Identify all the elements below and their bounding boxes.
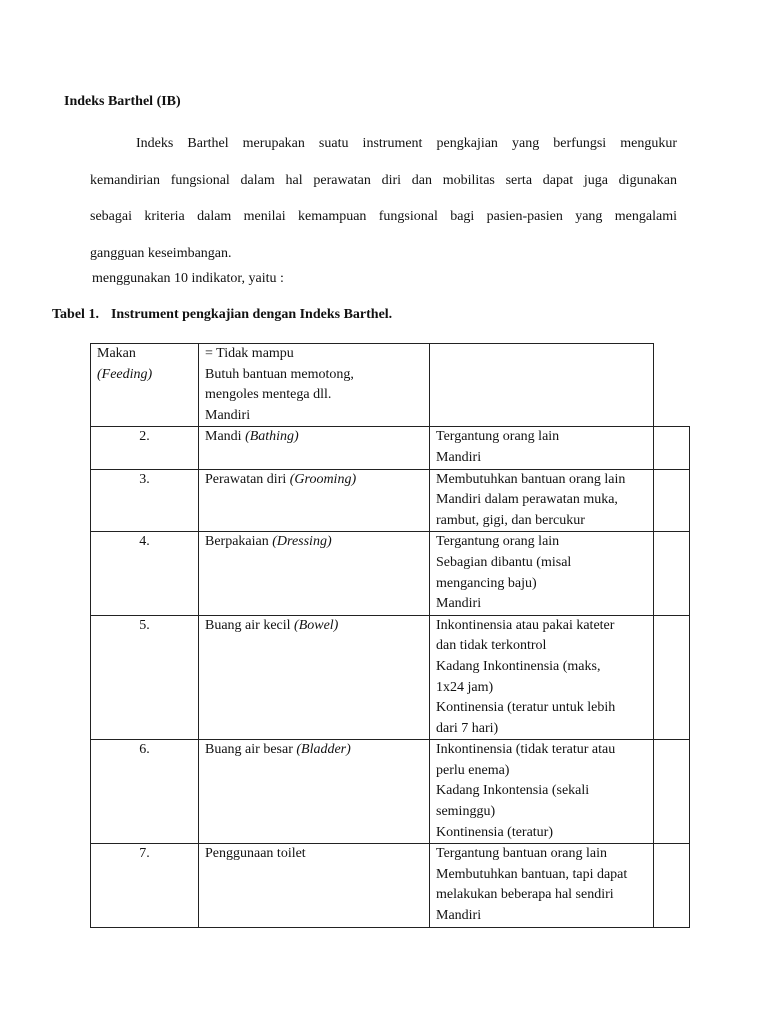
criteria-line: seminggu) [436,804,496,820]
activity-cell [199,844,430,927]
feeding-label: Makan [97,346,136,361]
criteria-line: Kadang Inkontinensia (maks, [436,658,601,674]
criteria-line: Tergantung orang lain [436,534,560,550]
activity-cell [199,469,430,532]
table-caption-title: Instrument pengkajian dengan Indeks Barthel. [110,307,393,322]
activity-label: Buang air besar [205,742,297,758]
criteria-line: Inkontinensia atau pakai kateter [436,617,615,633]
intro-paragraph [90,126,677,272]
feeding-criteria-line: Mandiri [205,407,251,423]
score-cell [654,469,690,532]
criteria-line: Inkontinensia (tidak teratur atau [436,742,616,758]
feeding-label-cell [91,344,199,427]
criteria-line: Kontinensia (teratur) [436,824,554,840]
criteria-line: rambut, gigi, dan bercukur [436,512,585,528]
table-row [91,532,690,615]
feeding-criteria-line: = Tidak mampu [205,346,294,361]
criteria-line: Mandiri [436,908,482,924]
criteria-line: Mandiri [436,596,482,612]
row-number: 7. [91,844,199,927]
table-row [91,844,690,927]
activity-label: Berpakaian [205,534,273,550]
barthel-table [90,343,690,928]
table-row [91,615,690,740]
table-row [91,427,690,469]
table-row [91,469,690,532]
table-caption-number: Tabel 1. [52,307,99,322]
row-number: 4. [91,532,199,615]
criteria-line: Tergantung bantuan orang lain [436,846,607,862]
activity-label: Penggunaan toilet [205,846,306,862]
criteria-line: Sebagian dibantu (misal [436,554,572,570]
activity-label-en: (Grooming) [289,471,357,487]
activity-cell [199,427,430,469]
criteria-line: melakukan beberapa hal sendiri [436,887,614,903]
criteria-line: Mandiri [436,449,482,465]
activity-label: Perawatan diri [205,471,290,487]
score-cell [654,427,690,469]
criteria-line: 1x24 jam) [436,679,494,695]
criteria-line: dari 7 hari) [436,720,499,736]
criteria-line: Tergantung orang lain [436,429,560,445]
paragraph-line: sebagai kriteria dalam menilai kemampuan fungsional bagi pasien-pasien yang mengalami [90,209,677,224]
criteria-cell [430,740,654,844]
score-cell [654,740,690,844]
activity-cell [199,532,430,615]
criteria-line: Kadang Inkontensia (sekali [436,783,590,799]
score-cell [654,844,690,927]
criteria-line: dan tidak terkontrol [436,638,547,654]
score-cell [654,532,690,615]
feeding-criteria-line: mengoles mentega dll. [205,387,332,403]
empty-cell [430,344,654,427]
feeding-label-en: (Feeding) [97,366,153,382]
feeding-criteria-cell [199,344,430,427]
activity-label-en: (Bathing) [245,429,299,445]
criteria-cell [430,532,654,615]
activity-label-en: (Bowel) [294,617,339,633]
row-number: 3. [91,469,199,532]
paragraph-line: gangguan keseimbangan. [90,245,232,261]
criteria-line: Membutuhkan bantuan orang lain [436,471,626,487]
criteria-cell [430,615,654,740]
paragraph-line: kemandirian fungsional dalam hal perawatan diri dan mobilitas serta dapat juga digunakan [90,172,677,188]
activity-label-en: (Dressing) [272,534,332,550]
activity-label: Mandi [205,429,246,445]
activity-label: Buang air kecil [205,617,295,633]
criteria-cell [430,844,654,927]
paragraph-line: Indeks Barthel merupakan suatu instrument pengkajian yang berfungsi mengukur [136,136,677,151]
table-row [91,344,690,427]
row-number: 5. [91,615,199,740]
criteria-cell [430,427,654,469]
row-number: 6. [91,740,199,844]
criteria-line: Membutuhkan bantuan, tapi dapat [436,866,628,882]
feeding-criteria-line: Butuh bantuan memotong, [205,366,354,382]
section-heading: Indeks Barthel (IB) [64,94,181,109]
criteria-line: mengancing baju) [436,575,537,591]
activity-cell [199,615,430,740]
empty-cell [654,344,690,427]
indicator-intro: menggunakan 10 indikator, yaitu : [92,271,284,286]
activity-label-en: (Bladder) [296,742,351,758]
criteria-line: perlu enema) [436,762,510,778]
row-number: 2. [91,427,199,469]
activity-cell [199,740,430,844]
criteria-line: Kontinensia (teratur untuk lebih [436,700,616,716]
score-cell [654,615,690,740]
table-caption [52,307,392,323]
criteria-line: Mandiri dalam perawatan muka, [436,492,618,508]
criteria-cell [430,469,654,532]
table-row [91,740,690,844]
